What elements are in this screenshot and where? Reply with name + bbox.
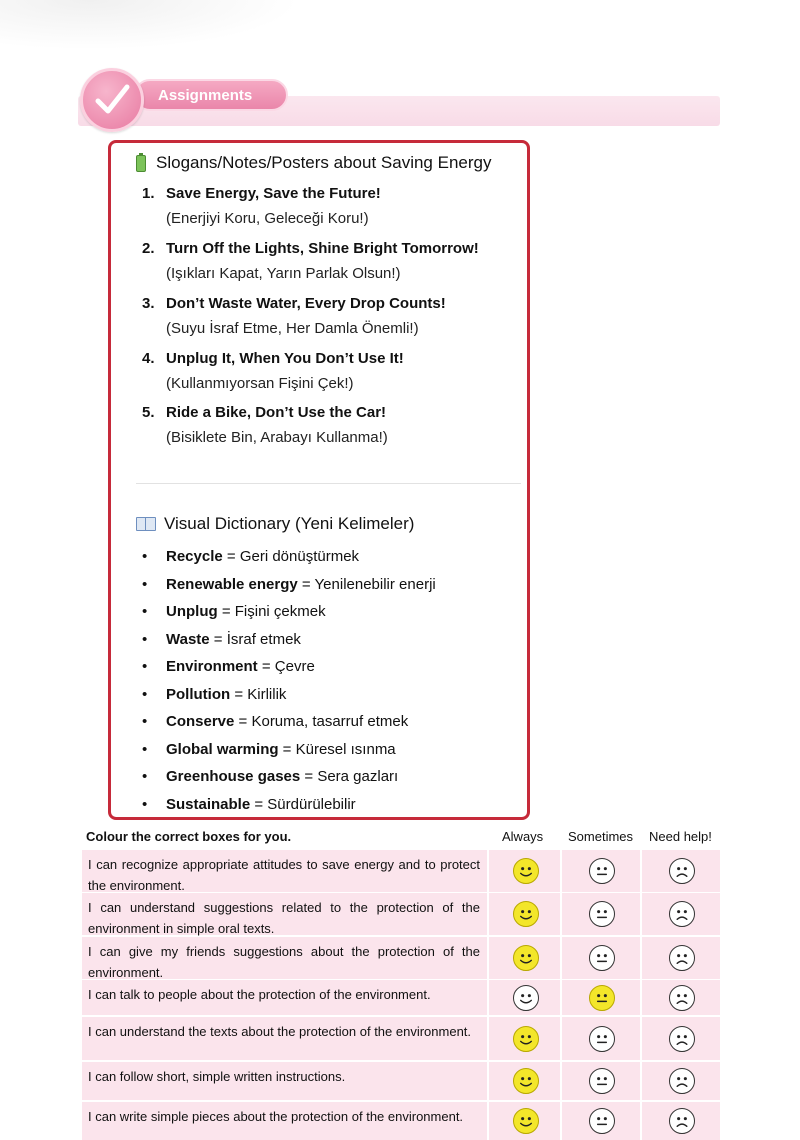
sad-face-icon[interactable] <box>669 1068 695 1094</box>
dictionary-title-text: Visual Dictionary (Yeni Kelimeler) <box>164 514 415 533</box>
slogan-turkish: (Suyu İsraf Etme, Her Damla Önemli!) <box>166 320 419 337</box>
column-header-need-help: Need help! <box>649 829 712 844</box>
dictionary-definition: = Yenilenebilir enerji <box>297 575 436 593</box>
dictionary-definition: = Sera gazları <box>300 768 399 785</box>
bullet: • <box>142 658 148 675</box>
can-do-statement: I can talk to people about the protection of the environment. <box>88 987 431 1002</box>
book-icon <box>136 517 156 531</box>
dictionary-definition: = Kirlilik <box>230 685 287 703</box>
slogan-english: Unplug It, When You Don’t Use It! <box>166 350 404 367</box>
cell-sometimes[interactable] <box>560 850 642 892</box>
bullet: • <box>142 630 148 648</box>
smiley-face-icon[interactable] <box>513 1026 539 1052</box>
bullet: • <box>142 713 148 730</box>
bullet: • <box>142 685 148 703</box>
slogan-item <box>142 404 388 446</box>
assessment-row <box>82 937 720 979</box>
dictionary-term: Conserve <box>166 713 235 730</box>
dictionary-item <box>142 768 398 785</box>
slogan-item <box>142 295 446 337</box>
dictionary-item <box>142 686 286 703</box>
cell-need-help[interactable] <box>640 937 722 979</box>
column-header-always: Always <box>502 829 544 844</box>
cell-sometimes[interactable] <box>560 1062 642 1100</box>
neutral-face-icon[interactable] <box>589 858 615 884</box>
dictionary-item <box>142 548 359 565</box>
bullet: • <box>142 740 148 758</box>
neutral-face-icon[interactable] <box>589 1108 615 1134</box>
dictionary-term: Sustainable <box>166 795 251 813</box>
dictionary-definition: = Fişini çekmek <box>217 603 326 620</box>
cell-sometimes[interactable] <box>560 937 642 979</box>
neutral-face-icon[interactable] <box>589 945 615 971</box>
slogan-item <box>142 185 381 227</box>
dictionary-item <box>142 576 436 593</box>
assessment-row <box>82 1017 720 1060</box>
dictionary-term: Waste <box>166 630 210 648</box>
cell-always[interactable] <box>487 937 562 979</box>
slogans-title-text: Slogans/Notes/Posters about Saving Energy <box>156 153 492 172</box>
column-header-sometimes: Sometimes <box>568 829 634 844</box>
section-header-text: Assignments <box>158 86 253 104</box>
cell-need-help[interactable] <box>640 850 722 892</box>
neutral-face-icon[interactable] <box>589 1068 615 1094</box>
neutral-face-icon[interactable] <box>589 901 615 927</box>
slogan-turkish: (Işıkları Kapat, Yarın Parlak Olsun!) <box>166 265 401 282</box>
slogan-english: Ride a Bike, Don’t Use the Car! <box>166 404 387 421</box>
dictionary-definition: = Geri dönüştürmek <box>222 548 360 565</box>
slogan-number: 4. <box>142 350 155 367</box>
slogan-item <box>142 350 404 392</box>
dictionary-term: Recycle <box>166 548 223 565</box>
cell-need-help[interactable] <box>640 1062 722 1100</box>
dictionary-item <box>142 631 301 648</box>
assessment-row <box>82 980 720 1015</box>
dictionary-term: Unplug <box>166 603 218 620</box>
assessment-row <box>82 1062 720 1100</box>
cell-need-help[interactable] <box>640 893 722 935</box>
bullet: • <box>142 603 148 620</box>
dictionary-item <box>142 603 326 620</box>
cell-need-help[interactable] <box>640 980 722 1015</box>
cell-always[interactable] <box>487 1102 562 1140</box>
dictionary-item <box>142 658 315 675</box>
slogan-turkish: (Bisiklete Bin, Arabayı Kullanma!) <box>166 429 388 446</box>
dictionary-definition: = Küresel ısınma <box>278 740 396 758</box>
smiley-face-icon[interactable] <box>513 1068 539 1094</box>
slogan-english: Don’t Waste Water, Every Drop Counts! <box>166 295 446 312</box>
smiley-face-icon[interactable] <box>513 858 539 884</box>
bullet: • <box>142 795 148 813</box>
assessment-row <box>82 893 720 935</box>
divider <box>136 483 521 484</box>
cell-sometimes[interactable] <box>560 893 642 935</box>
cell-need-help[interactable] <box>640 1102 722 1140</box>
sad-face-icon[interactable] <box>669 945 695 971</box>
battery-icon <box>136 155 146 172</box>
can-do-statement: I can give my friends suggestions about the protection of the environment. <box>88 944 480 980</box>
dictionary-term: Renewable energy <box>166 575 298 593</box>
can-do-statement: I can follow short, simple written instructions. <box>88 1069 346 1084</box>
page-shadow <box>0 0 300 50</box>
dictionary-definition: = Koruma, tasarruf etmek <box>234 713 409 730</box>
slogan-number: 5. <box>142 404 155 421</box>
slogans-title <box>136 153 491 173</box>
cell-always[interactable] <box>487 1062 562 1100</box>
assessment-row <box>82 1102 720 1140</box>
dictionary-term: Global warming <box>166 740 279 758</box>
sad-face-icon[interactable] <box>669 985 695 1011</box>
dictionary-definition: = İsraf etmek <box>209 630 301 648</box>
dictionary-item <box>142 713 408 730</box>
sad-face-icon[interactable] <box>669 1026 695 1052</box>
bullet: • <box>142 548 148 565</box>
smiley-face-icon[interactable] <box>513 945 539 971</box>
dictionary-definition: = Çevre <box>257 658 315 675</box>
dictionary-term: Greenhouse gases <box>166 768 301 785</box>
section-header-label <box>134 79 288 111</box>
slogan-turkish: (Enerjiyi Koru, Geleceği Koru!) <box>166 210 369 227</box>
cell-need-help[interactable] <box>640 1017 722 1060</box>
can-do-statement: I can recognize appropriate attitudes to save energy and to protect the environment. <box>88 857 480 893</box>
slogan-english: Turn Off the Lights, Shine Bright Tomorrow! <box>166 240 479 257</box>
smiley-face-icon[interactable] <box>513 1108 539 1134</box>
slogan-number: 3. <box>142 295 155 312</box>
slogan-number: 2. <box>142 240 155 257</box>
dictionary-item <box>142 741 396 758</box>
sad-face-icon[interactable] <box>669 1108 695 1134</box>
slogan-english: Save Energy, Save the Future! <box>166 185 381 202</box>
dictionary-item <box>142 796 356 813</box>
checkmark-icon <box>80 68 144 132</box>
neutral-face-icon[interactable] <box>589 985 615 1011</box>
smiley-face-icon[interactable] <box>513 985 539 1011</box>
cell-sometimes[interactable] <box>560 1017 642 1060</box>
smiley-face-icon[interactable] <box>513 901 539 927</box>
neutral-face-icon[interactable] <box>589 1026 615 1052</box>
cell-always[interactable] <box>487 893 562 935</box>
cell-sometimes[interactable] <box>560 980 642 1015</box>
cell-always[interactable] <box>487 1017 562 1060</box>
cell-always[interactable] <box>487 980 562 1015</box>
sad-face-icon[interactable] <box>669 901 695 927</box>
bullet: • <box>142 768 148 785</box>
can-do-statement: I can understand suggestions related to the protection of the environment in simple oral texts. <box>88 900 480 936</box>
cell-always[interactable] <box>487 850 562 892</box>
can-do-statement: I can understand the texts about the protection of the environment. <box>88 1024 472 1039</box>
assessment-instruction: Colour the correct boxes for you. <box>86 829 292 844</box>
dictionary-title <box>136 514 414 534</box>
sad-face-icon[interactable] <box>669 858 695 884</box>
assessment-row <box>82 850 720 892</box>
slogan-number: 1. <box>142 185 155 202</box>
slogan-turkish: (Kullanmıyorsan Fişini Çek!) <box>166 375 354 392</box>
dictionary-term: Pollution <box>166 685 231 703</box>
can-do-statement: I can write simple pieces about the protection of the environment. <box>88 1109 464 1124</box>
cell-sometimes[interactable] <box>560 1102 642 1140</box>
dictionary-term: Environment <box>166 658 258 675</box>
slogan-item <box>142 240 479 282</box>
bullet: • <box>142 575 148 593</box>
dictionary-definition: = Sürdürülebilir <box>250 795 356 813</box>
